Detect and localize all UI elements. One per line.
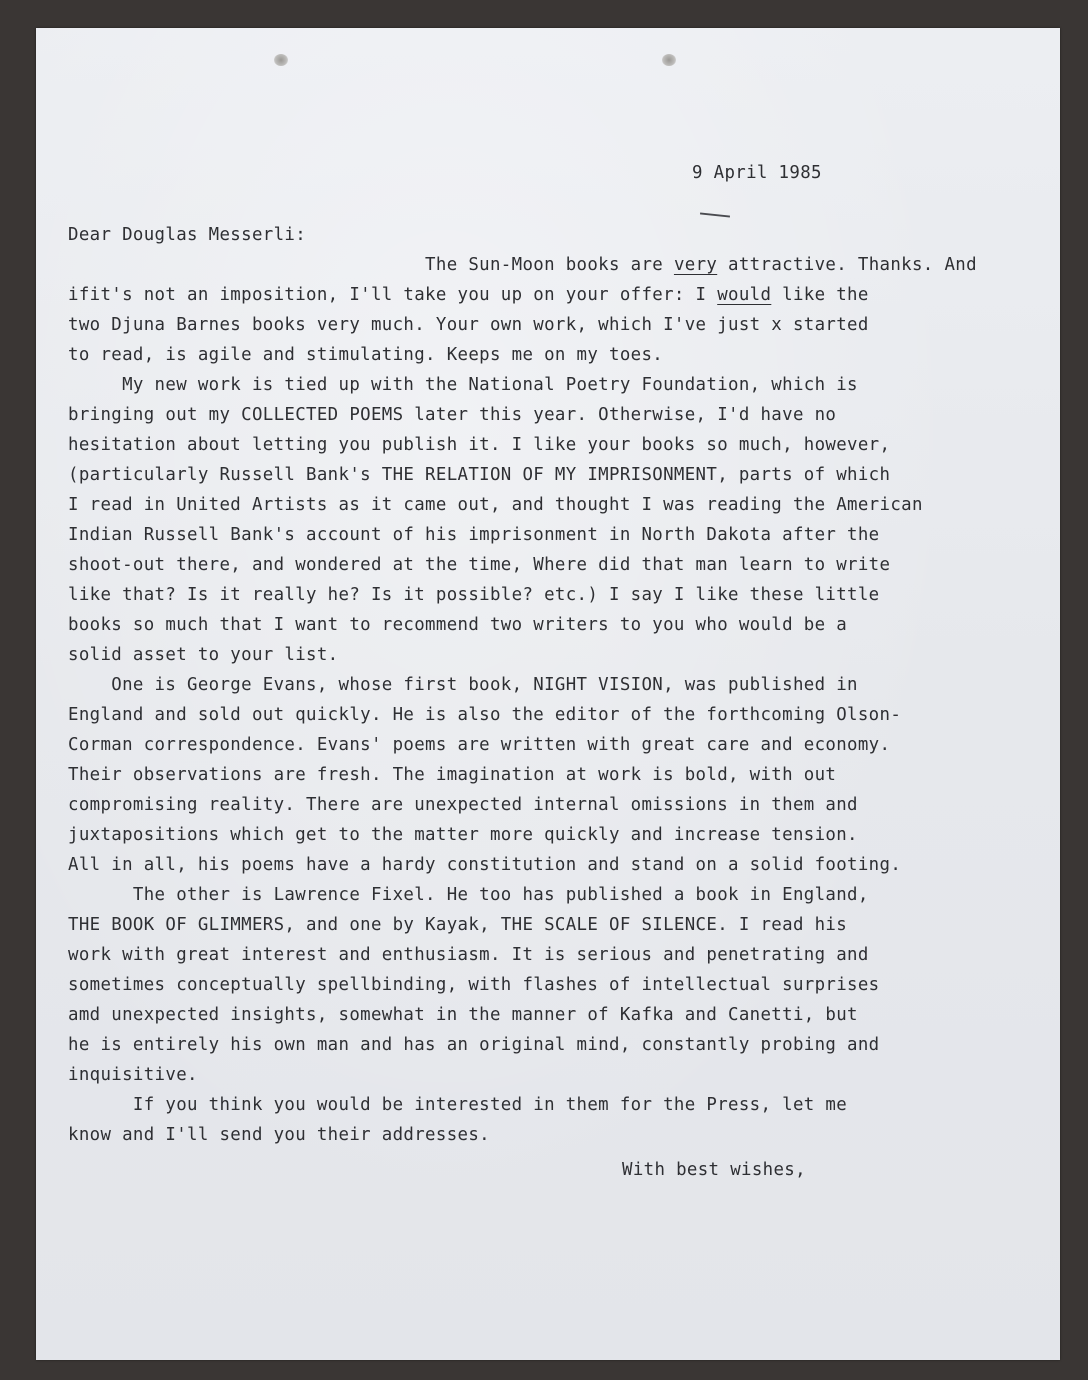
- letter-line: [68, 730, 977, 760]
- letter-line-text: All in all, his poems have a hardy constitution and stand on a solid footing.: [68, 855, 902, 875]
- letter-line-text: My new work is tied up with the National Poetry Foundation, which is: [68, 375, 858, 395]
- letter-line-text: shoot-out there, and wondered at the time, Where did that man learn to write: [68, 555, 891, 575]
- letter-line: [68, 640, 977, 670]
- letter-line-text: inquisitive.: [68, 1065, 198, 1085]
- letter-line: [68, 850, 977, 880]
- letter-line-text: THE BOOK OF GLIMMERS, and one by Kayak, THE SCALE OF SILENCE. I read his: [68, 915, 848, 935]
- letter-line: [68, 550, 977, 580]
- letter-line-text: to read, is agile and stimulating. Keeps me on my toes.: [68, 345, 664, 365]
- letter-closing: With best wishes,: [622, 1160, 806, 1180]
- letter-line: [68, 760, 977, 790]
- letter-line-text: like that? Is it really he? Is it possible? etc.) I say I like these little: [68, 585, 880, 605]
- underlined-word: very: [673, 255, 718, 275]
- letter-line-text: he is entirely his own man and has an original mind, constantly probing and: [68, 1035, 880, 1055]
- letter-line-text: ifit's not an imposition, I'll take you up on your offer: I: [68, 285, 718, 305]
- letter-body: [68, 250, 977, 1150]
- punch-hole-mark: [662, 54, 676, 66]
- letter-line: [68, 700, 977, 730]
- letter-line: [68, 460, 977, 490]
- letter-line: [68, 250, 977, 280]
- letter-line: [68, 1000, 977, 1030]
- letter-line-text: juxtapositions which get to the matter more quickly and increase tension.: [68, 825, 858, 845]
- letter-line-text: The other is Lawrence Fixel. He too has published a book in England,: [68, 885, 869, 905]
- letter-line-text: books so much that I want to recommend two writers to you who would be a: [68, 615, 848, 635]
- letter-line-text: work with great interest and enthusiasm. It is serious and penetrating and: [68, 945, 869, 965]
- letter-line-text: know and I'll send you their addresses.: [68, 1125, 490, 1145]
- letter-line: [68, 1030, 977, 1060]
- letter-line: [68, 430, 977, 460]
- letter-line-text: If you think you would be interested in them for the Press, let me: [68, 1095, 848, 1115]
- letter-line: [68, 1090, 977, 1120]
- underlined-word: would: [717, 285, 772, 305]
- letter-line: [68, 910, 977, 940]
- letter-date: 9 April 1985: [692, 163, 822, 183]
- letter-line: [68, 610, 977, 640]
- letter-line: [68, 400, 977, 430]
- letter-line-text: England and sold out quickly. He is also the editor of the forthcoming Olson-: [68, 705, 902, 725]
- letter-line: [68, 580, 977, 610]
- letter-line: [68, 880, 977, 910]
- letter-line-text: Indian Russell Bank's account of his imprisonment in North Dakota after the: [68, 525, 880, 545]
- letter-line-text: (particularly Russell Bank's THE RELATION OF MY IMPRISONMENT, parts of which: [68, 465, 891, 485]
- letter-salutation: Dear Douglas Messerli:: [68, 225, 307, 245]
- letter-line-text: One is George Evans, whose first book, NIGHT VISION, was published in: [68, 675, 858, 695]
- letter-line-text: Corman correspondence. Evans' poems are written with great care and economy.: [68, 735, 891, 755]
- letter-line-text: attractive. Thanks. And: [717, 255, 977, 275]
- letter-line: [68, 1120, 977, 1150]
- letter-line: [68, 340, 977, 370]
- letter-line: [68, 310, 977, 340]
- letter-line-text: I read in United Artists as it came out, and thought I was reading the American: [68, 495, 923, 515]
- letter-line: [68, 970, 977, 1000]
- letter-line-text: like the: [771, 285, 869, 305]
- letter-line: [68, 940, 977, 970]
- letter-line: [68, 670, 977, 700]
- letter-line: [68, 820, 977, 850]
- letter-line-text: bringing out my COLLECTED POEMS later this year. Otherwise, I'd have no: [68, 405, 837, 425]
- letter-line: [68, 520, 977, 550]
- letter-line: [68, 280, 977, 310]
- letter-line-text: two Djuna Barnes books very much. Your own work, which I've just x started: [68, 315, 869, 335]
- letter-line-text: amd unexpected insights, somewhat in the manner of Kafka and Canetti, but: [68, 1005, 858, 1025]
- letter-line-text: The Sun-Moon books are: [68, 255, 674, 275]
- letter-line: [68, 790, 977, 820]
- letter-line: [68, 370, 977, 400]
- punch-hole-mark: [274, 54, 288, 66]
- letter-line-text: compromising reality. There are unexpected internal omissions in them and: [68, 795, 858, 815]
- letter-line-text: Their observations are fresh. The imagination at work is bold, with out: [68, 765, 837, 785]
- letter-line: [68, 1060, 977, 1090]
- letter-line-text: solid asset to your list.: [68, 645, 339, 665]
- letter-line-text: hesitation about letting you publish it. I like your books so much, however,: [68, 435, 891, 455]
- letter-line-text: sometimes conceptually spellbinding, with flashes of intellectual surprises: [68, 975, 880, 995]
- letter-line: [68, 490, 977, 520]
